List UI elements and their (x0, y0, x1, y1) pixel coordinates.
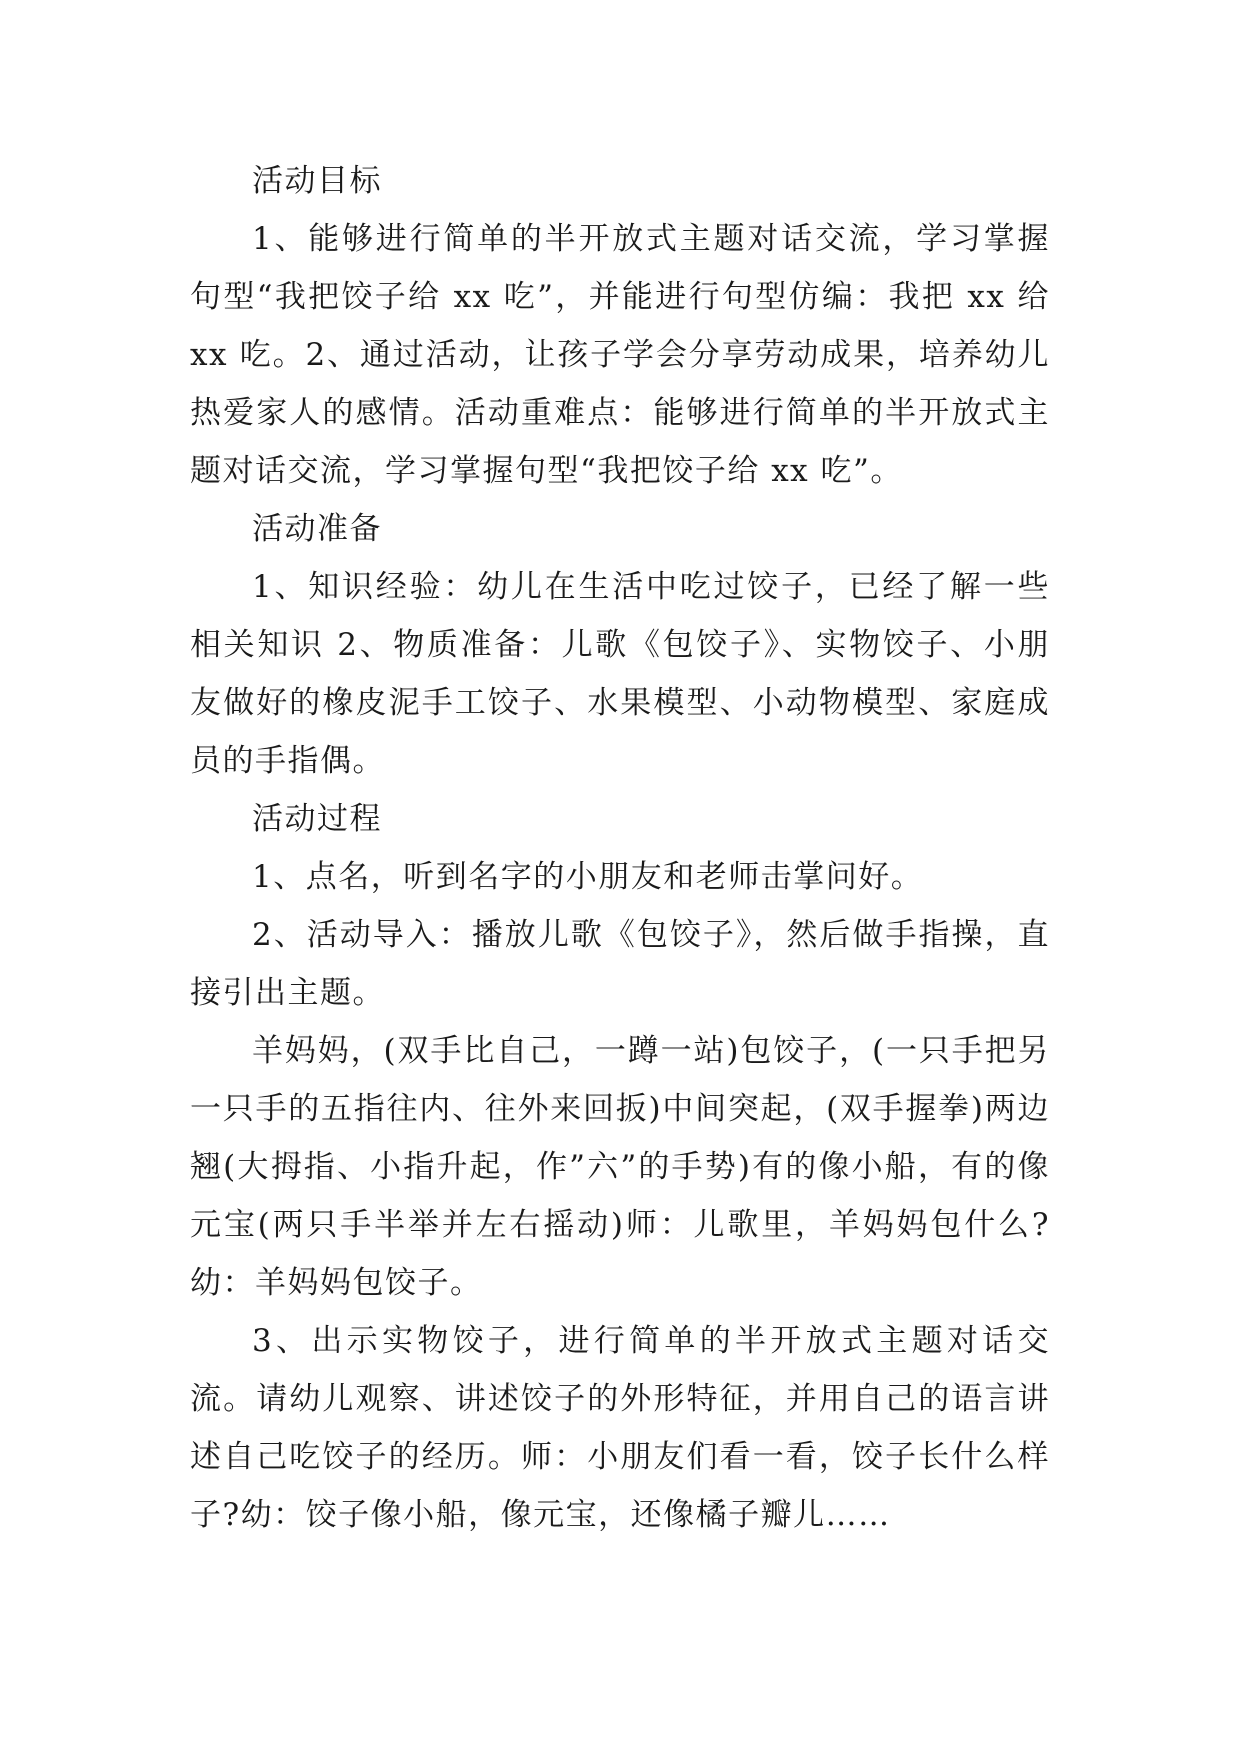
paragraph-finger-rhyme: 羊妈妈，(双手比自己，一蹲一站)包饺子，(一只手把另一只手的五指往内、往外来回扳)中间突起，(双手握拳)两边翘(大拇指、小指升起，作”六”的手势)有的像小船，有的像元宝(两只手半举并左右摇动)师：儿歌里，羊妈妈包什么?幼：羊妈妈包饺子。 (190, 1033, 1050, 1301)
paragraph-process-step-2: 2、活动导入：播放儿歌《包饺子》，然后做手指操，直接引出主题。 (190, 917, 1050, 1011)
document-body (190, 152, 1050, 1544)
section-heading-goals: 活动目标 (252, 163, 382, 199)
paragraph-preparation: 1、知识经验：幼儿在生活中吃过饺子，已经了解一些相关知识 2、物质准备：儿歌《包饺子》、实物饺子、小朋友做好的橡皮泥手工饺子、水果模型、小动物模型、家庭成员的手指偶。 (190, 569, 1050, 779)
section-heading-process: 活动过程 (252, 801, 382, 837)
paragraph-goals: 1、能够进行简单的半开放式主题对话交流，学习掌握句型“我把饺子给 xx 吃”，并能进行句型仿编：我把 xx 给 xx 吃。2、通过活动，让孩子学会分享劳动成果，培养幼儿热爱家人的感情。活动重难点：能够进行简单的半开放式主题对话交流，学习掌握句型“我把饺子给 xx 吃”。 (190, 221, 1050, 489)
paragraph-process-step-3: 3、出示实物饺子，进行简单的半开放式主题对话交流。请幼儿观察、讲述饺子的外形特征，并用自己的语言讲述自己吃饺子的经历。师：小朋友们看一看，饺子长什么样子?幼：饺子像小船，像元宝，还像橘子瓣儿…… (190, 1323, 1050, 1533)
paragraph-process-step-1: 1、点名，听到名字的小朋友和老师击掌问好。 (252, 859, 924, 895)
section-heading-preparation: 活动准备 (252, 511, 382, 547)
